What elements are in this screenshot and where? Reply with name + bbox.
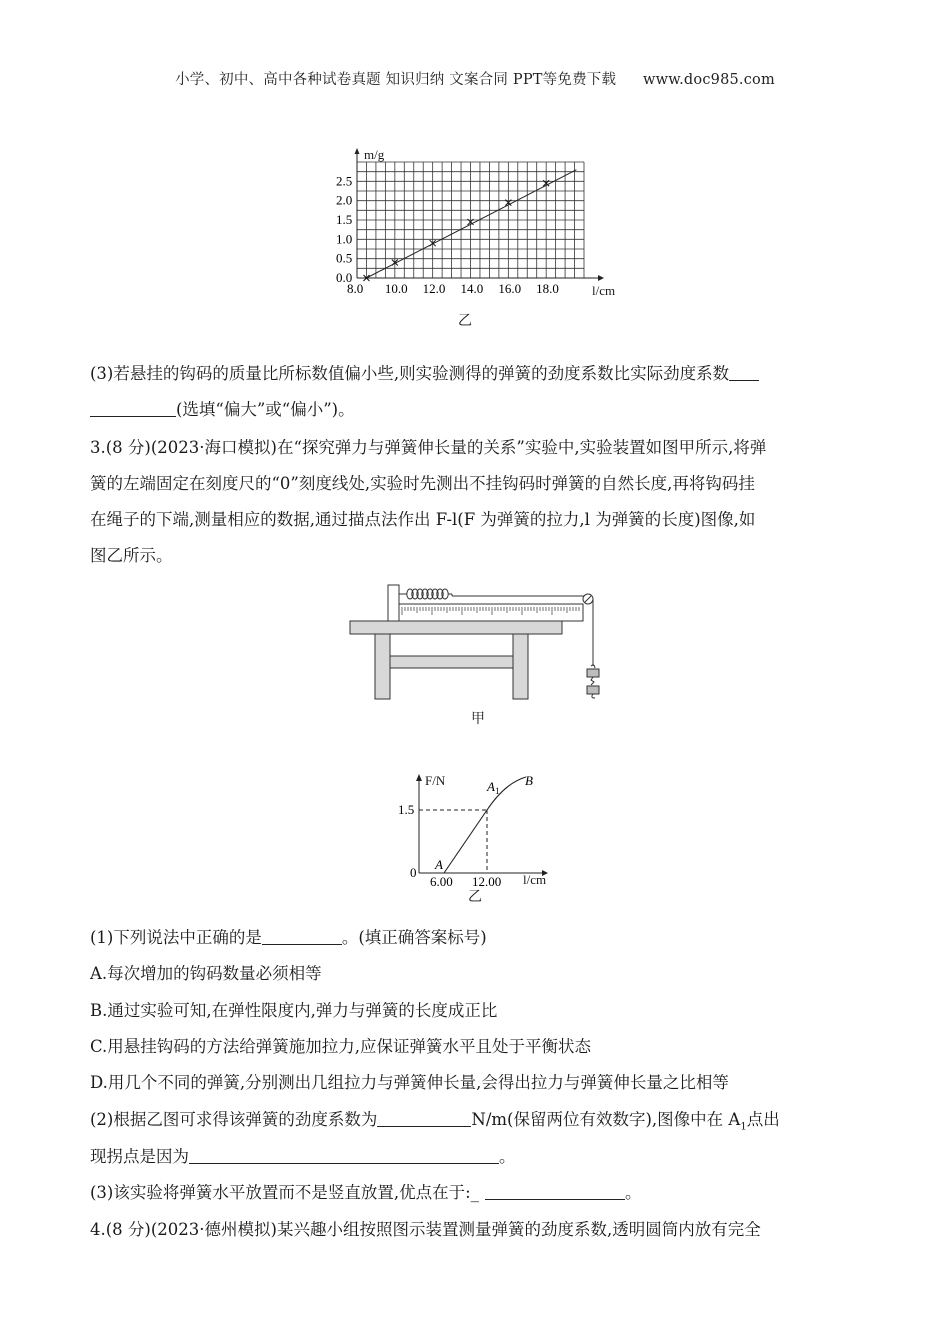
hook-weights-icon	[587, 665, 599, 698]
option-d: D.用几个不同的弹簧,分别测出几组拉力与弹簧伸长量,会得出拉力与弹簧伸长量之比相等	[90, 1073, 729, 1092]
x-tick-label: 18.0	[536, 281, 559, 296]
point-label-a1: $A_1$	[487, 779, 500, 796]
q2-part3-hint: (选填“偏大”或“偏小”)。	[176, 400, 355, 419]
q3-intro-line1: 3.(8 分)(2023·海口模拟)在“探究弹力与弹簧伸长量的关系”实验中,实验装置如图甲所示,将弹	[90, 438, 767, 457]
apparatus-figure	[340, 580, 620, 710]
x-tick-label: 16.0	[498, 281, 522, 296]
chart-axes	[355, 148, 605, 281]
answer-blank[interactable]	[377, 1110, 471, 1127]
answer-blank[interactable]	[729, 364, 759, 381]
header-site: www.doc985.com	[642, 72, 775, 88]
q3-part3	[90, 1183, 860, 1203]
f-axis-label: F/N	[425, 773, 446, 788]
header-text: 小学、初中、高中各种试卷真题 知识归纳 文案合同 PPT等免费下载	[175, 72, 617, 88]
table-leg-left	[375, 634, 390, 699]
y-tick-label: 0.5	[336, 250, 353, 266]
x-tick-label: 14.0	[460, 281, 484, 296]
part3-text: (3)该实验将弹簧水平放置而不是竖直放置,优点在于:_	[90, 1183, 479, 1202]
q3-intro-line4: 图乙所示。	[90, 546, 173, 565]
part3-end: 。	[624, 1183, 642, 1202]
x-tick-label-2: 12.00	[472, 874, 502, 889]
y-tick-label: 2.5	[336, 173, 353, 189]
figure-jia-caption: 甲	[471, 711, 485, 727]
y-tick-label: 2.0	[336, 192, 353, 208]
q2-part3-line2	[90, 400, 860, 420]
table-top	[350, 621, 562, 634]
chart2-ylabel	[425, 774, 445, 788]
chart2-xlabel	[523, 873, 546, 887]
x-tick-label: 12.0	[422, 281, 446, 296]
y-tick-label: 1.5	[398, 802, 415, 817]
option-b: B.通过实验可知,在弹性限度内,弹力与弹簧的长度成正比	[90, 1001, 498, 1020]
answer-blank[interactable]	[189, 1147, 499, 1164]
y-tick-label: 0.0	[336, 270, 353, 285]
q3-part2-line1	[90, 1110, 860, 1137]
y-tick-label: 1.0	[336, 231, 353, 247]
figure-yi-caption: 乙	[468, 889, 482, 905]
x-tick-label: 8.0	[347, 281, 364, 296]
option-a: A.每次增加的钩码数量必须相等	[90, 964, 322, 983]
point-label-b: B	[525, 773, 533, 788]
l-axis-label: l/cm	[523, 872, 547, 887]
fixed-post	[388, 585, 399, 621]
part2-text-end: 点出	[746, 1110, 780, 1129]
mass-length-chart	[330, 148, 630, 308]
part2-text-mid: N/m(保留两位有效数字),图像中在 A	[471, 1110, 741, 1129]
x-axis-label: l/cm	[592, 283, 616, 298]
part1-prompt-hint: 。(填正确答案标号)	[341, 928, 487, 947]
answer-blank[interactable]	[485, 1183, 625, 1200]
x-tick-label: 10.0	[384, 281, 408, 296]
fit-line	[366, 170, 576, 278]
q3-part1-prompt	[90, 928, 860, 948]
chart1-xlabel	[592, 284, 615, 298]
y-axis-label: m/g	[364, 147, 385, 162]
q3-intro-line2: 簧的左端固定在刻度尺的“0”刻度线处,实验时先测出不挂钩码时弹簧的自然长度,再将钩码挂	[90, 474, 755, 493]
y-axis-arrow	[355, 148, 360, 154]
ruler	[399, 604, 583, 621]
answer-blank[interactable]	[262, 928, 342, 945]
q4-intro-line1: 4.(8 分)(2023·德州模拟)某兴趣小组按照图示装置测量弹簧的劲度系数,透明圆筒内放有完全	[90, 1220, 761, 1239]
point-label-a: A	[435, 857, 443, 872]
x-tick-label-1: 6.00	[430, 874, 453, 889]
q3-part2-line2	[90, 1147, 860, 1167]
option-c: C.用悬挂钩码的方法给弹簧施加拉力,应保证弹簧水平且处于平衡状态	[90, 1037, 592, 1056]
q3-intro-line3: 在绳子的下端,测量相应的数据,通过描点法作出 F-l(F 为弹簧的拉力,l 为弹簧的长度)图像,如	[90, 510, 756, 529]
table-crossbar	[390, 656, 513, 668]
part2-line2-text: 现拐点是因为	[90, 1147, 189, 1166]
chart-grid	[357, 162, 584, 278]
chart1-ylabel	[364, 148, 384, 162]
f-l-curve	[444, 777, 526, 873]
spring-icon	[399, 589, 586, 599]
x-axis-arrow	[598, 275, 604, 281]
origin-label: 0	[410, 865, 417, 880]
q2-part3-line1	[90, 364, 860, 384]
part2-line2-end: 。	[499, 1147, 516, 1166]
table-leg-right	[513, 634, 528, 699]
y-tick-label: 1.5	[336, 212, 353, 227]
y-axis-arrow	[416, 774, 422, 781]
q2-part3-text: (3)若悬挂的钩码的质量比所标数值偏小些,则实验测得的弹簧的劲度系数比实际劲度系数	[90, 364, 730, 383]
part2-subscript: 1	[740, 1121, 747, 1133]
chart-points	[363, 180, 549, 281]
part2-text: (2)根据乙图可求得该弹簧的劲度系数为	[90, 1110, 378, 1129]
part1-prompt-text: (1)下列说法中正确的是	[90, 928, 262, 947]
answer-blank[interactable]	[90, 400, 176, 417]
page-header	[0, 68, 950, 89]
figure1-caption: 乙	[458, 313, 472, 329]
